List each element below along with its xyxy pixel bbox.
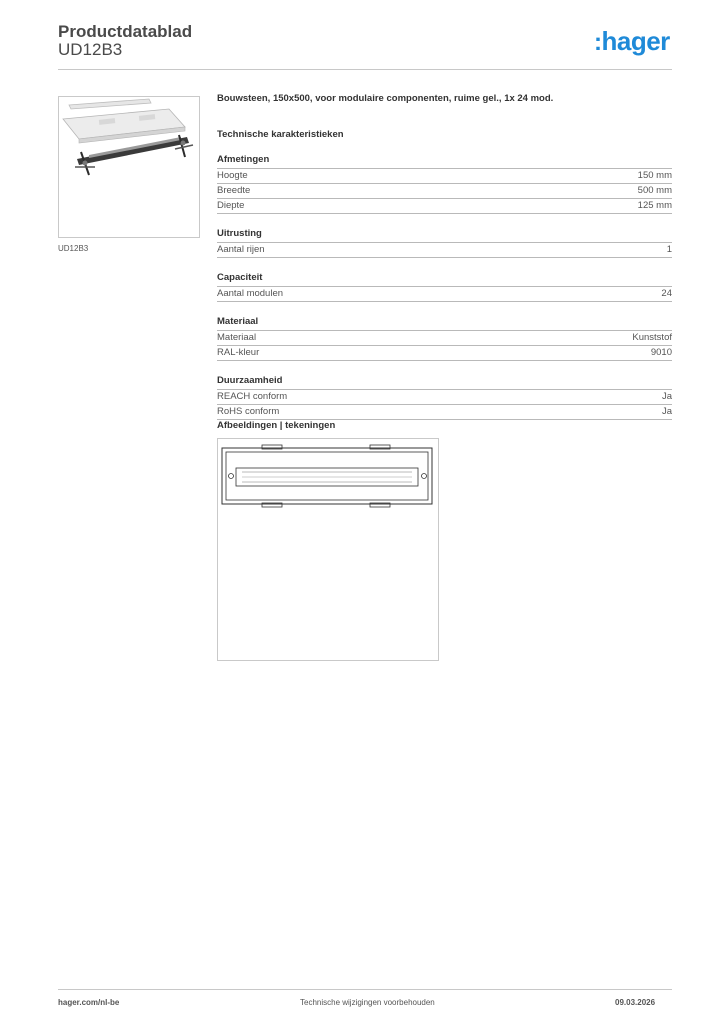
spec-value: Ja [661,391,672,402]
section-title: Capaciteit [217,271,672,287]
section-capaciteit [217,271,672,302]
spec-row [217,405,672,420]
page-title: Productdatablad [58,22,193,41]
spec-label: REACH conform [217,391,288,402]
spec-row [217,331,672,346]
footer-divider [58,989,672,990]
spec-label: Hoogte [217,170,248,181]
spec-label: Diepte [217,200,245,211]
spec-row [217,184,672,199]
section-uitrusting [217,227,672,258]
product-code: UD12B3 [58,40,123,59]
spec-value: 1 [666,244,672,255]
spec-row [217,287,672,302]
footer-website: hager.com/nl-be [58,998,120,1007]
section-title: Uitrusting [217,227,672,243]
spec-label: RoHS conform [217,406,280,417]
section-materiaal [217,315,672,361]
tech-section-title: Technische karakteristieken [217,129,344,140]
product-details [217,92,672,420]
product-description: Bouwsteen, 150x500, voor modulaire componenten, ruime gel., 1x 24 mod. [217,93,554,104]
spec-row [217,199,672,214]
spec-row [217,346,672,361]
spec-value: 500 mm [637,185,672,196]
header-divider [58,69,672,70]
drawings-title: Afbeeldingen | tekeningen [217,420,336,431]
technical-drawing [217,438,439,661]
spec-label: RAL-kleur [217,347,260,358]
hager-logo: :hager [594,26,670,56]
section-title: Materiaal [217,315,672,331]
section-title: Duurzaamheid [217,374,672,390]
section-duurzaamheid [217,374,672,420]
spec-value: 150 mm [637,170,672,181]
spec-row [217,169,672,184]
section-title: Afmetingen [217,153,672,169]
footer-date: 09.03.2026 [615,998,656,1007]
product-photo-icon [59,97,199,237]
section-afmetingen [217,153,672,214]
image-caption: UD12B3 [58,244,89,253]
spec-label: Breedte [217,185,251,196]
product-image [58,96,200,238]
spec-value: 9010 [650,347,672,358]
spec-label: Aantal rijen [217,244,265,255]
spec-label: Aantal modulen [217,288,284,299]
spec-row [217,390,672,405]
spec-value: 24 [661,288,672,299]
spec-value: Kunststof [632,332,672,343]
spec-value: Ja [661,406,672,417]
spec-value: 125 mm [637,200,672,211]
spec-row [217,243,672,258]
drawing-front-view-icon [218,439,438,660]
spec-label: Materiaal [217,332,257,343]
footer-disclaimer: Technische wijzigingen voorbehouden [300,998,435,1007]
